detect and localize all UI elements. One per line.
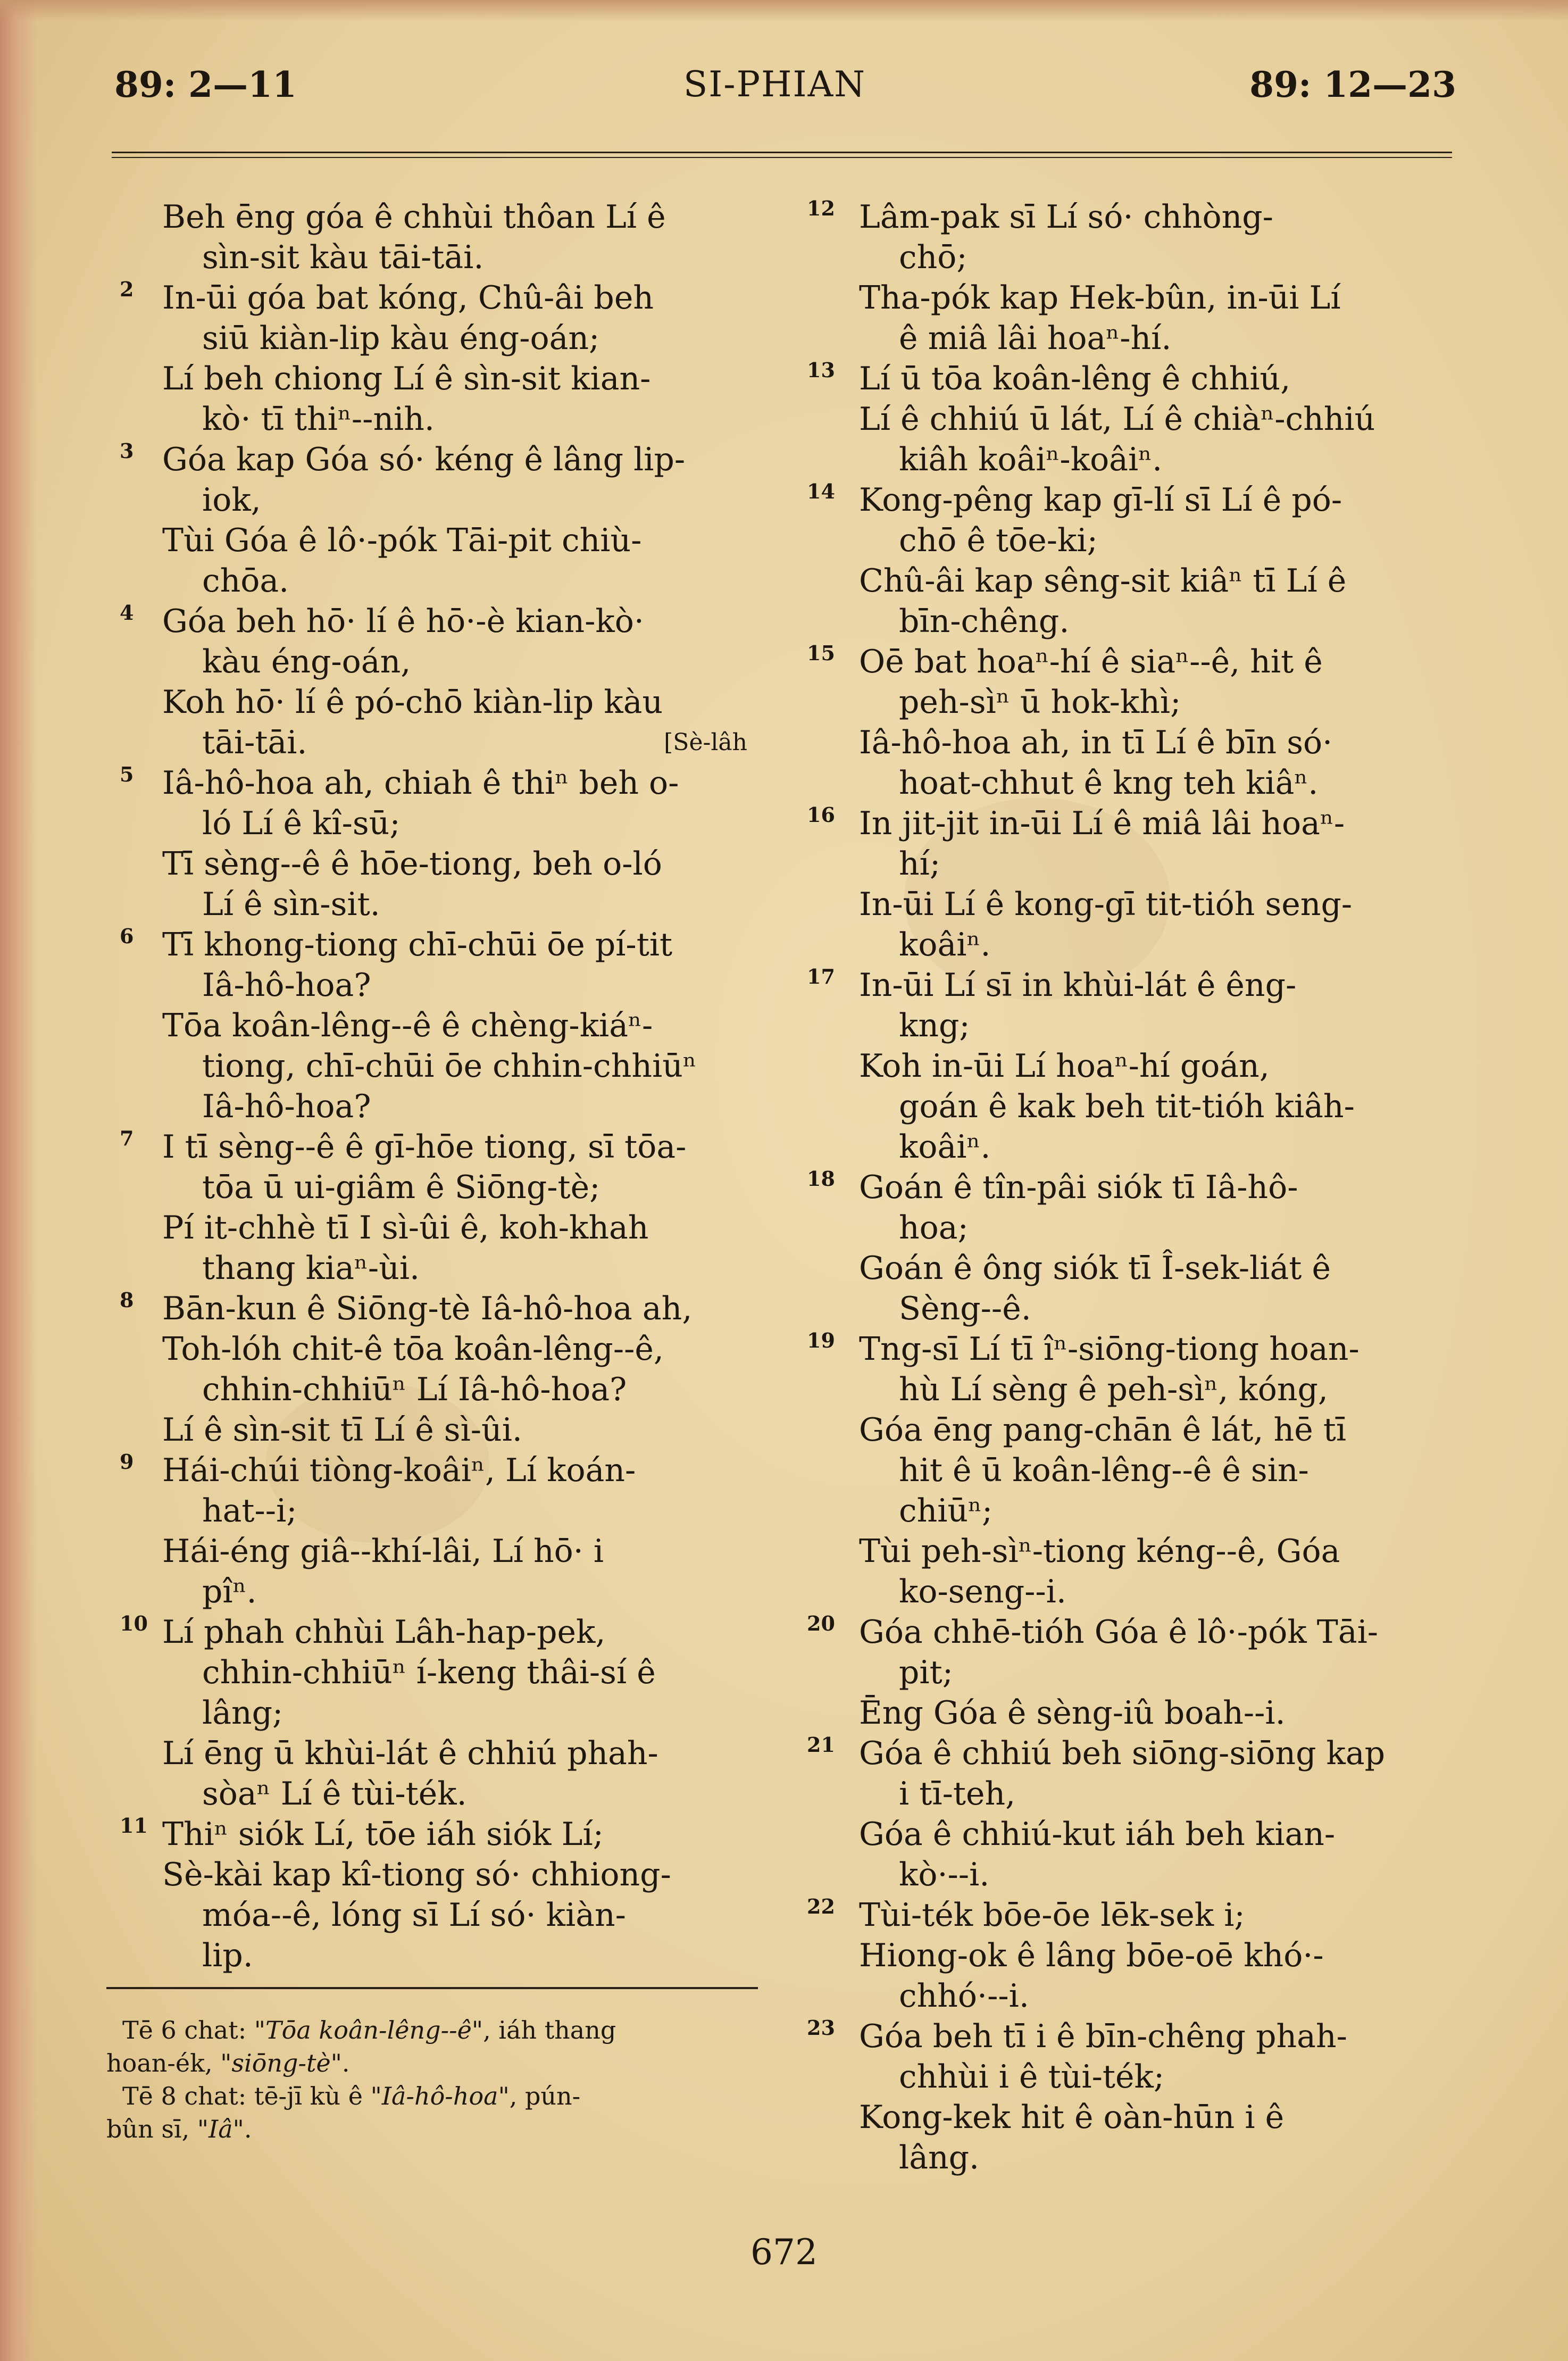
verse-text: Thiⁿ siók Lí, tōe iáh siók Lí; (162, 1816, 604, 1853)
verse-line (104, 1733, 763, 1774)
verse-text: móa--ê, lóng sī Lí só· kiàn- (202, 1897, 626, 1934)
verse-text: sòaⁿ Lí ê tùi-ték. (202, 1775, 467, 1813)
verse-line (800, 1248, 1465, 1288)
verse-number: 6 (120, 924, 134, 948)
verse-line (104, 1005, 763, 1046)
verse-line (800, 1976, 1465, 2016)
verse-line (104, 965, 763, 1005)
verse-number: 8 (120, 1288, 134, 1312)
verse-text: Tī khong-tiong chī-chūi ōe pí-tit (162, 926, 673, 963)
verse-line (800, 884, 1465, 925)
verse-text: bīn-chêng. (899, 603, 1070, 640)
verse-text: hù Lí sèng ê peh-sìⁿ, kóng, (899, 1371, 1328, 1408)
verse-line (800, 844, 1465, 884)
verse-line (800, 1531, 1465, 1572)
verse-line (800, 1005, 1465, 1046)
verse-line (800, 561, 1465, 601)
verse-line (104, 1935, 763, 1976)
verse-number: 20 (807, 1611, 835, 1635)
verse-text: koâiⁿ. (899, 926, 991, 963)
verse-text: Góa chhē-tióh Góa ê lô·-pók Tāi- (859, 1614, 1379, 1651)
verse-line (104, 1491, 763, 1531)
verse-text: kò· tī thiⁿ--nih. (202, 401, 435, 438)
verse-text: kng; (899, 1007, 970, 1044)
verse-line (800, 399, 1465, 439)
footnote-line (106, 2080, 766, 2113)
footnote-line (106, 2047, 766, 2080)
verse-text: goán ê kak beh tit-tióh kiâh- (899, 1088, 1355, 1125)
verse-line (800, 1652, 1465, 1693)
verse-text: pit; (899, 1654, 953, 1691)
verse-text: Ēng Góa ê sèng-iû boah--i. (859, 1694, 1286, 1732)
verse-text: chhin-chhiūⁿ í-keng thâi-sí ê (202, 1654, 656, 1691)
verse-text: hoat-chhut ê kng teh kiâⁿ. (899, 764, 1319, 802)
verse-text: Lí beh chiong Lí ê sìn-sit kian- (162, 360, 651, 397)
verse-text: Tùi-ték bōe-ōe lēk-sek i; (859, 1897, 1245, 1934)
verse-text: Goán ê ông siók tī Î-sek-liát ê (859, 1250, 1331, 1287)
footnote-pre: bûn sī, " (106, 2115, 209, 2143)
verse-text: Bān-kun ê Siōng-tè Iâ-hô-hoa ah, (162, 1290, 693, 1327)
verse-text: Hái-chúi tiòng-koâiⁿ, Lí koán- (162, 1452, 636, 1489)
verse-text: Koh hō· lí ê pó-chō kiàn-lip kàu (162, 684, 663, 721)
verse-line (800, 1935, 1465, 1976)
verse-line (104, 682, 763, 722)
verse-line (104, 844, 763, 884)
verse-number: 5 (120, 762, 134, 786)
verse-text: In-ūi Lí sī in khùi-lát ê êng- (859, 967, 1297, 1004)
verse-number: 16 (807, 803, 835, 827)
verse-text: chō ê tōe-ki; (899, 522, 1098, 559)
verse-line (800, 197, 1465, 237)
header-title: SI-PHIAN (683, 64, 866, 105)
footnote-post: ", pún- (498, 2082, 581, 2110)
verse-text: In jit-jit in-ūi Lí ê miâ lâi hoaⁿ- (859, 805, 1345, 842)
verse-text: Góa ê chhiú-kut iáh beh kian- (859, 1816, 1336, 1853)
verse-text: Sè-kài kap kî-tiong só· chhiong- (162, 1856, 671, 1893)
verse-text: lip. (202, 1937, 253, 1974)
verse-text: chiūⁿ; (899, 1492, 993, 1529)
verse-line (800, 278, 1465, 318)
verse-line (104, 1450, 763, 1491)
verse-line (800, 1410, 1465, 1450)
verse-text: Pí it-chhè tī I sì-ûi ê, koh-khah (162, 1209, 649, 1246)
verse-line (104, 1248, 763, 1288)
verse-line (104, 1774, 763, 1814)
footnote-pre: Tē 8 chat: tē-jī kù ê " (122, 2082, 382, 2110)
verse-text: Tī sèng--ê ê hōe-tiong, beh o-ló (162, 845, 662, 883)
verse-line (800, 2138, 1465, 2178)
verse-line (104, 642, 763, 682)
header-right-ref: 89: 12—23 (1249, 64, 1456, 105)
verse-text: chhó·--i. (899, 1977, 1029, 2015)
verse-line (104, 1369, 763, 1410)
verse-line (104, 884, 763, 925)
verse-line (104, 359, 763, 399)
footnote-post: ", iáh thang (471, 2016, 616, 2044)
verse-text: Lí ê chhiú ū lát, Lí ê chiàⁿ-chhiú (859, 401, 1375, 438)
verse-text: Lâm-pak sī Lí só· chhòng- (859, 198, 1273, 236)
footnotes (106, 2014, 766, 2146)
verse-text: sìn-sit kàu tāi-tāi. (202, 239, 484, 276)
verse-text: chhùi i ê tùi-ték; (899, 2058, 1165, 2096)
verse-text: Tng-sī Lí tī îⁿ-siōng-tiong hoan- (859, 1331, 1360, 1368)
verse-text: Goán ê tîn-pâi siók tī Iâ-hô- (859, 1169, 1298, 1206)
verse-text: chōa. (202, 562, 289, 600)
verse-line (104, 1652, 763, 1693)
verse-text: ló Lí ê kî-sū; (202, 805, 401, 842)
verse-line (104, 803, 763, 844)
verse-text: Oē bat hoaⁿ-hí ê siaⁿ--ê, hit ê (859, 643, 1323, 680)
verse-line (800, 1855, 1465, 1895)
verse-line (104, 439, 763, 480)
verse-line (104, 520, 763, 561)
verse-text: Lí phah chhùi Lâh-hap-pek, (162, 1614, 606, 1651)
verse-line (104, 1046, 763, 1086)
verse-line (104, 1086, 763, 1127)
verse-line (800, 1895, 1465, 1935)
verse-text: chō; (899, 239, 968, 276)
verse-line (800, 2057, 1465, 2097)
verse-line (800, 925, 1465, 965)
header-left-ref: 89: 2—11 (114, 64, 297, 105)
footnote-it: siōng-tè (231, 2049, 331, 2077)
verse-line (800, 1572, 1465, 1612)
verse-text: I tī sèng--ê ê gī-hōe tiong, sī tōa- (162, 1128, 687, 1166)
verse-text: Lí ê sìn-sit. (202, 886, 380, 923)
verse-number: 14 (807, 479, 835, 503)
verse-line (800, 1612, 1465, 1652)
verse-line (800, 520, 1465, 561)
verse-line (800, 1774, 1465, 1814)
verse-line (104, 763, 763, 803)
verse-line (800, 803, 1465, 844)
verse-text: tiong, chī-chūi ōe chhin-chhiūⁿ (202, 1048, 697, 1085)
verse-number: 23 (807, 2016, 835, 2040)
verse-text: Iâ-hô-hoa ah, chiah ê thiⁿ beh o- (162, 764, 679, 802)
verse-text: Góa kap Góa só· kéng ê lâng lip- (162, 441, 686, 478)
verse-line (800, 763, 1465, 803)
header-rule (112, 152, 1452, 158)
verse-line (104, 1288, 763, 1329)
verse-line (800, 1208, 1465, 1248)
verse-line (800, 1086, 1465, 1127)
verse-line (800, 642, 1465, 682)
running-header (0, 64, 1568, 122)
verse-line (104, 480, 763, 520)
footnote-it: Iâ-hô-hoa (381, 2082, 498, 2110)
verse-line (104, 318, 763, 359)
verse-line (800, 1369, 1465, 1410)
verse-text: Toh-lóh chit-ê tōa koân-lêng--ê, (162, 1331, 664, 1368)
verse-line (800, 1046, 1465, 1086)
verse-text: thang kiaⁿ-ùi. (202, 1250, 420, 1287)
verse-number: 12 (807, 196, 835, 220)
verse-line (104, 1410, 763, 1450)
verse-line (800, 1329, 1465, 1369)
verse-line (800, 2016, 1465, 2057)
verse-text: Lí ê sìn-sit tī Lí ê sì-ûi. (162, 1411, 522, 1449)
verse-text: hí; (899, 845, 941, 883)
verse-number: 11 (120, 1814, 148, 1838)
verse-line (104, 561, 763, 601)
verse-number: 21 (807, 1733, 835, 1757)
verse-text: Lí ēng ū khùi-lát ê chhiú phah- (162, 1735, 658, 1772)
verse-text: Sèng--ê. (899, 1290, 1031, 1327)
verse-text: Tōa koân-lêng--ê ê chèng-kiáⁿ- (162, 1007, 653, 1044)
verse-text: pîⁿ. (202, 1573, 257, 1610)
verse-line (800, 1127, 1465, 1167)
verse-text: peh-sìⁿ ū hok-khì; (899, 684, 1181, 721)
verse-text: i tī-teh, (899, 1775, 1016, 1813)
verse-text: Kong-kek hit ê oàn-hūn i ê (859, 2099, 1285, 2136)
verse-line (800, 2097, 1465, 2138)
page-number: 672 (750, 2232, 818, 2273)
verse-line (800, 601, 1465, 642)
footnote-it: Tōa koân-lêng--ê (265, 2016, 472, 2044)
verse-text: Hiong-ok ê lâng bōe-oē khó·- (859, 1937, 1324, 1974)
verse-text: kàu éng-oán, (202, 643, 411, 680)
verse-number: 9 (120, 1450, 134, 1474)
verse-line (104, 601, 763, 642)
verse-text: tāi-tāi. (202, 724, 307, 761)
verse-text: Kong-pêng kap gī-lí sī Lí ê pó- (859, 481, 1342, 519)
verse-text: Góa beh hō· lí ê hō·-è kian-kò· (162, 603, 644, 640)
verse-text: kò·--i. (899, 1856, 990, 1893)
verse-number: 19 (807, 1328, 835, 1352)
verse-line (104, 925, 763, 965)
verse-line (800, 682, 1465, 722)
verse-line (800, 237, 1465, 278)
verse-text: Chû-âi kap sêng-sit kiâⁿ tī Lí ê (859, 562, 1347, 600)
footnote-line (106, 2014, 766, 2047)
verse-text: Góa ê chhiú beh siōng-siōng kap (859, 1735, 1386, 1772)
verse-number: 22 (807, 1894, 835, 1918)
verse-text: koâiⁿ. (899, 1128, 991, 1166)
verse-line (104, 399, 763, 439)
footnote-rule (106, 1987, 758, 1989)
verse-line (104, 1127, 763, 1167)
verse-line (104, 197, 763, 237)
verse-text: Iâ-hô-hoa? (202, 967, 371, 1004)
verse-text: iok, (202, 481, 261, 519)
verse-number: 10 (120, 1611, 148, 1635)
verse-text: lâng; (202, 1694, 283, 1732)
verse-line (800, 1733, 1465, 1774)
verse-text: hat--i; (202, 1492, 297, 1529)
verse-line (800, 965, 1465, 1005)
footnote-pre: hoan-ék, " (106, 2049, 232, 2077)
verse-text: Tùi Góa ê lô·-pók Tāi-pit chiù- (162, 522, 642, 559)
verse-text: lâng. (899, 2139, 980, 2176)
verse-text: Lí ū tōa koân-lêng ê chhiú, (859, 360, 1291, 397)
page-edge-stain (0, 0, 37, 2361)
verse-line (104, 1531, 763, 1572)
verse-number: 18 (807, 1167, 835, 1191)
verse-number: 4 (120, 601, 134, 625)
verse-line (104, 1329, 763, 1369)
verse-line (800, 359, 1465, 399)
verse-text: Iâ-hô-hoa ah, in tī Lí ê bīn só· (859, 724, 1333, 761)
verse-text: Beh ēng góa ê chhùi thôan Lí ê (162, 198, 666, 236)
right-column (800, 197, 1465, 2178)
left-column (104, 197, 763, 1976)
footnote-it: Iâ (208, 2115, 233, 2143)
verse-line (800, 1450, 1465, 1491)
verse-line (104, 722, 763, 763)
verse-number: 13 (807, 358, 835, 382)
verse-number: 3 (120, 439, 134, 463)
verse-line (800, 1491, 1465, 1531)
verse-line (104, 1572, 763, 1612)
verse-line (800, 1693, 1465, 1733)
verse-line (800, 1288, 1465, 1329)
verse-number: 15 (807, 641, 835, 665)
verse-line (800, 439, 1465, 480)
page-top-stain (0, 0, 1568, 21)
verse-text: ko-seng--i. (899, 1573, 1066, 1610)
verse-line (104, 237, 763, 278)
footnote-post: ". (330, 2049, 350, 2077)
verse-text: Tùi peh-sìⁿ-tiong kéng--ê, Góa (859, 1533, 1340, 1570)
verse-text: hoa; (899, 1209, 969, 1246)
verse-text: Koh in-ūi Lí hoaⁿ-hí goán, (859, 1048, 1270, 1085)
verse-line (800, 1167, 1465, 1208)
verse-line (800, 1814, 1465, 1855)
footnote-line (106, 2113, 766, 2146)
verse-number: 2 (120, 277, 134, 301)
verse-text: In-ūi góa bat kóng, Chû-âi beh (162, 279, 654, 317)
verse-text: chhin-chhiūⁿ Lí Iâ-hô-hoa? (202, 1371, 627, 1408)
verse-text: Góa beh tī i ê bīn-chêng phah- (859, 2018, 1347, 2055)
verse-text: tōa ū ui-giâm ê Siōng-tè; (202, 1169, 600, 1206)
verse-text: ê miâ lâi hoaⁿ-hí. (899, 320, 1172, 357)
verse-text: kiâh koâiⁿ-koâiⁿ. (899, 441, 1163, 478)
verse-line (104, 1855, 763, 1895)
verse-line (104, 1693, 763, 1733)
selah-marker: [Sè-lâh (664, 729, 747, 756)
verse-text: hit ê ū koân-lêng--ê ê sin- (899, 1452, 1309, 1489)
footnote-post: ". (232, 2115, 252, 2143)
verse-number: 17 (807, 965, 835, 988)
verse-text: Hái-éng giâ--khí-lâi, Lí hō· i (162, 1533, 604, 1570)
verse-line (104, 1612, 763, 1652)
verse-line (104, 1167, 763, 1208)
verse-line (104, 1895, 763, 1935)
verse-line (800, 480, 1465, 520)
verse-text: Iâ-hô-hoa? (202, 1088, 371, 1125)
verse-text: Tha-pók kap Hek-bûn, in-ūi Lí (859, 279, 1341, 317)
verse-line (800, 318, 1465, 359)
verse-line (800, 722, 1465, 763)
verse-text: siū kiàn-lip kàu éng-oán; (202, 320, 600, 357)
verse-text: In-ūi Lí ê kong-gī tit-tióh seng- (859, 886, 1353, 923)
footnote-pre: Tē 6 chat: " (122, 2016, 265, 2044)
verse-text: Góa ēng pang-chān ê lát, hē tī (859, 1411, 1347, 1449)
verse-line (104, 1208, 763, 1248)
verse-number: 7 (120, 1126, 134, 1150)
verse-line (104, 278, 763, 318)
verse-line (104, 1814, 763, 1855)
